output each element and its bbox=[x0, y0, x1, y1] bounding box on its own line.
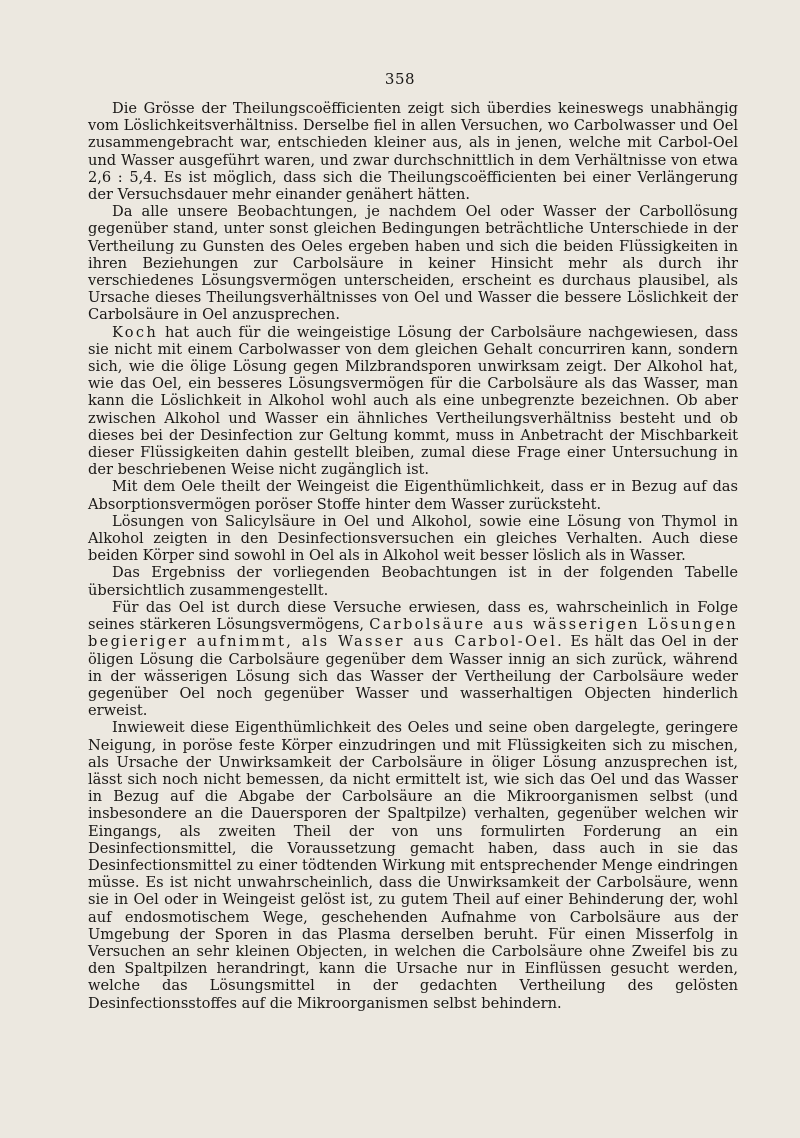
paragraph-weingeist: Mit dem Oele theilt der Weingeist die Eigenthümlichkeit, dass er in Bezug auf das Absorptionsvermögen poröser Stoffe hinter dem Wasser zurücksteht. bbox=[88, 478, 738, 513]
paragraph-ergebniss: Das Ergebniss der vorliegenden Beobachtungen ist in der folgenden Tabelle übersichtlich zusammengestellt. bbox=[88, 564, 738, 599]
body-text bbox=[88, 100, 738, 1012]
paragraph-koch bbox=[88, 324, 738, 479]
paragraph-inwieweit: Inwieweit diese Eigenthümlichkeit des Oeles und seine oben dargelegte, geringere Neigung, in poröse feste Körper einzudringen und mit Flüssigkeiten sich zu mischen, als Ursache der Unwirksamkeit der Carbolsäure in öliger Lösung anzusprechen ist, lässt sich noch nicht bemessen, da nicht ermittelt ist, wie sich das Oel und das Wasser in Bezug auf die Abgabe der Carbolsäure an die Mikroorganismen selbst (und insbesondere an die Dauersporen der Spaltpilze) verhalten, gegenüber welchen wir Eingangs, als zweiten Theil der von uns formulirten Forderung an ein Desinfectionsmittel, die Voraussetzung gemacht haben, dass auch in sie das Desinfectionsmittel zu einer tödtenden Wirkung mit entsprechender Menge eindringen müsse. Es ist nicht unwahrscheinlich, dass die Unwirksamkeit der Carbolsäure, wenn sie in Oel oder in Weingeist gelöst ist, zu gutem Theil auf einer Behinderung der, wohl auf endosmotischem Wege, geschehenden Aufnahme von Carbolsäure aus der Umgebung der Sporen in das Plasma derselben beruht. Für einen Misserfolg in Versuchen an sehr kleinen Objecten, in welchen die Carbolsäure ohne Zweifel bis zu den Spaltpilzen herandringt, kann die Ursache nur in Einflüssen gesucht werden, welche das Lösungsmittel in der gedachten Vertheilung des gelösten Desinfectionsstoffes auf die Mikroorganismen selbst behindern. bbox=[88, 719, 738, 1012]
paragraph-observations: Da alle unsere Beobachtungen, je nachdem Oel oder Wasser der Carbollösung gegenüber stand, unter sonst gleichen Bedingungen beträchtliche Unterschiede in der Vertheilung zu Gunsten des Oeles ergeben haben und sich die beiden Flüssigkeiten in ihren Beziehungen zur Carbolsäure in keiner Hinsicht mehr als durch ihr verschiedenes Lösungsvermögen unterscheiden, erscheint es durchaus plausibel, als Ursache dieses Theilungsverhältnisses von Oel und Wasser die bessere Löslichkeit der Carbolsäure in Oel anzusprechen. bbox=[88, 203, 738, 324]
paragraph-oel-result-pre: Für das Oel ist durch diese Versuche erwiesen, dass es, wahrscheinlich in Folge seines stärkeren Lösungsvermögens, bbox=[88, 598, 738, 634]
paragraph-salicylsaeure: Lösungen von Salicylsäure in Oel und Alkohol, sowie eine Lösung von Thymol in Alkohol zeigten in den Desinfectionsversuchen ein gleiches Verhalten. Auch diese beiden Körper sind sowohl in Oel als in Alkohol weit besser löslich als in Wasser. bbox=[88, 512, 738, 565]
paragraph-oel-result bbox=[88, 599, 738, 719]
paragraph-partition-coefficient: Die Grösse der Theilungscoëfficienten zeigt sich überdies keineswegs unabhängig vom Löslichkeitsverhältniss. Derselbe fiel in allen Versuchen, wo Carbolwasser und Oel zusammengebracht war, entschieden kleiner aus, als in jenen, welche mit Carbol-Oel und Wasser ausgeführt waren, und zwar durchschnittlich in dem Verhältnisse von etwa 2,6 : 5,4. Es ist möglich, dass sich die Theilungscoëfficienten bei einer Verlängerung der Versuchsdauer mehr einander genähert hätten. bbox=[88, 100, 738, 204]
paragraph-koch-text: hat auch für die weingeistige Lösung der Carbolsäure nachgewiesen, dass sie nicht mit einem Carbolwasser von dem gleichen Gehalt concurriren kann, sondern sich, wie die ölige Lösung gegen Milzbrandsporen unwirksam zeigt. Der Alkohol hat, wie das Oel, ein besseres Lösungsvermögen für die Carbolsäure als das Wasser, man kann die Löslichkeit in Alkohol wohl auch als eine unbegrenzte bezeichnen. Ob aber zwischen Alkohol und Wasser ein ähnliches Vertheilungsverhältniss besteht und ob dieses bei der Desinfection zur Geltung kommt, muss in Anbetracht der Mischbarkeit dieser Flüssigkeiten dahin gestellt bleiben, zumal diese Frage einer Untersuchung in der beschriebenen Weise nicht zugänglich ist. bbox=[88, 323, 738, 479]
page-number: 358 bbox=[384, 70, 416, 88]
paragraph-oel-result-post: Es hält das Oel in der öligen Lösung die Carbolsäure gegenüber dem Wasser innig an sich zurück, während in der wässerigen Lösung sich das Wasser der Vertheilung der Carbolsäure weder gegenüber Oel noch gegenüber Wasser und wasserhaltigen Objecten hinderlich erweist. bbox=[88, 633, 738, 720]
emphasized-conclusion: Carbolsäure aus wässerigen Lösungen begieriger aufnimmt, als Wasser aus Carbol-Oel. bbox=[88, 616, 738, 651]
author-name-koch: Koch bbox=[112, 323, 159, 341]
